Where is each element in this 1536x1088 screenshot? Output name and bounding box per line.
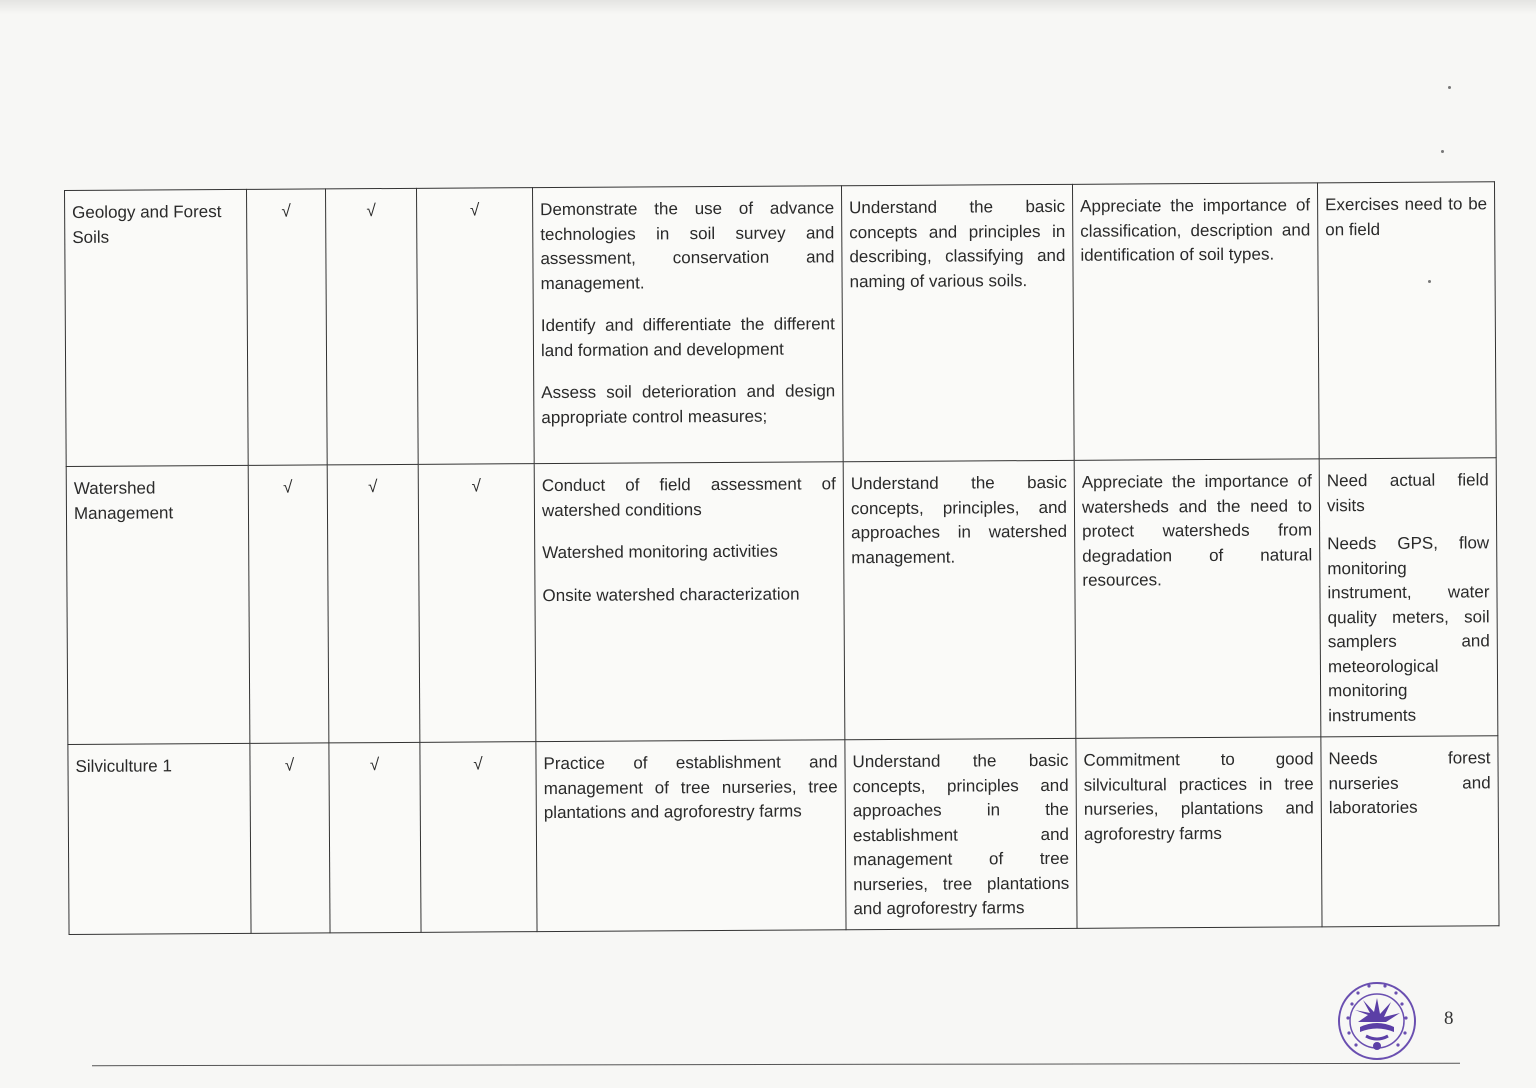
footer-rule (92, 1063, 1460, 1066)
attitude-cell (1076, 737, 1322, 928)
scan-speck (1428, 280, 1431, 283)
remarks-cell (1319, 458, 1498, 737)
remarks-cell (1317, 182, 1496, 459)
competency-item: Assess soil deterioration and design appropriate control measures; (541, 381, 836, 427)
knowledge-text: Understand the basic concepts, principles, and approaches in watershed management. (850, 472, 1068, 567)
competencies-cell (534, 462, 845, 742)
remark-item: Exercises need to be on field (1325, 194, 1488, 239)
knowledge-cell (843, 460, 1076, 739)
check-mark: √ (325, 188, 418, 465)
attitude-cell (1074, 459, 1321, 738)
attitude-cell (1072, 183, 1319, 460)
table-row (65, 182, 1497, 467)
knowledge-cell (845, 738, 1077, 929)
scan-speck (1441, 150, 1444, 153)
knowledge-cell (841, 184, 1074, 461)
scan-speck (1448, 86, 1451, 89)
remark-item: Needs forest nurseries and laboratories (1328, 748, 1491, 818)
knowledge-text: Understand the basic concepts, principles and approaches in the establishment and management of tree nurseries, tree plantations and agroforestry farms (852, 750, 1070, 919)
curriculum-table (64, 181, 1500, 935)
attitude-text: Appreciate the importance of classification, description and identification of soil types. (1080, 195, 1311, 265)
competencies-cell (536, 740, 846, 932)
subject-cell: Watershed Management (66, 465, 250, 744)
competency-item: Watershed monitoring activities (542, 541, 778, 563)
remark-item: Need actual field visits (1326, 470, 1489, 515)
commission-seal-icon (1336, 980, 1418, 1062)
table-row (66, 458, 1498, 745)
table-row (68, 736, 1499, 935)
competency-item: Identify and differentiate the different land formation and development (540, 314, 835, 360)
attitude-text: Commitment to good silvicultural practices in tree nurseries, plantations and agroforestry farms (1083, 749, 1314, 844)
check-mark: √ (248, 465, 329, 743)
check-mark: √ (329, 742, 421, 933)
competency-item: Practice of establishment and management of tree nurseries, tree plantations and agroforestry farms (543, 752, 838, 823)
competency-item: Onsite watershed characterization (542, 584, 800, 605)
page-number: 8 (1444, 1008, 1454, 1029)
competencies-cell (532, 186, 843, 464)
check-mark: √ (250, 743, 330, 933)
check-mark: √ (416, 188, 534, 465)
check-mark: √ (418, 464, 536, 743)
attitude-text: Appreciate the importance of watersheds and the need to protect watersheds from degradation of natural resources. (1081, 471, 1313, 590)
competency-item: Conduct of field assessment of watershed conditions (541, 474, 836, 520)
knowledge-text: Understand the basic concepts and principles in describing, classifying and naming of various soils. (849, 196, 1066, 291)
page-top-shade (0, 0, 1536, 14)
competency-item: Demonstrate the use of advance technologies in soil survey and assessment, conservation and management. (540, 198, 835, 293)
check-mark: √ (246, 189, 327, 465)
check-mark: √ (327, 464, 420, 743)
check-mark: √ (420, 742, 537, 933)
remark-item: Needs GPS, flow monitoring instrument, water quality meters, soil samplers and meteorological monitoring instruments (1327, 533, 1490, 725)
subject-cell: Silviculture 1 (68, 743, 251, 934)
subject-cell: Geology and Forest Soils (65, 189, 249, 466)
remarks-cell (1321, 736, 1499, 927)
